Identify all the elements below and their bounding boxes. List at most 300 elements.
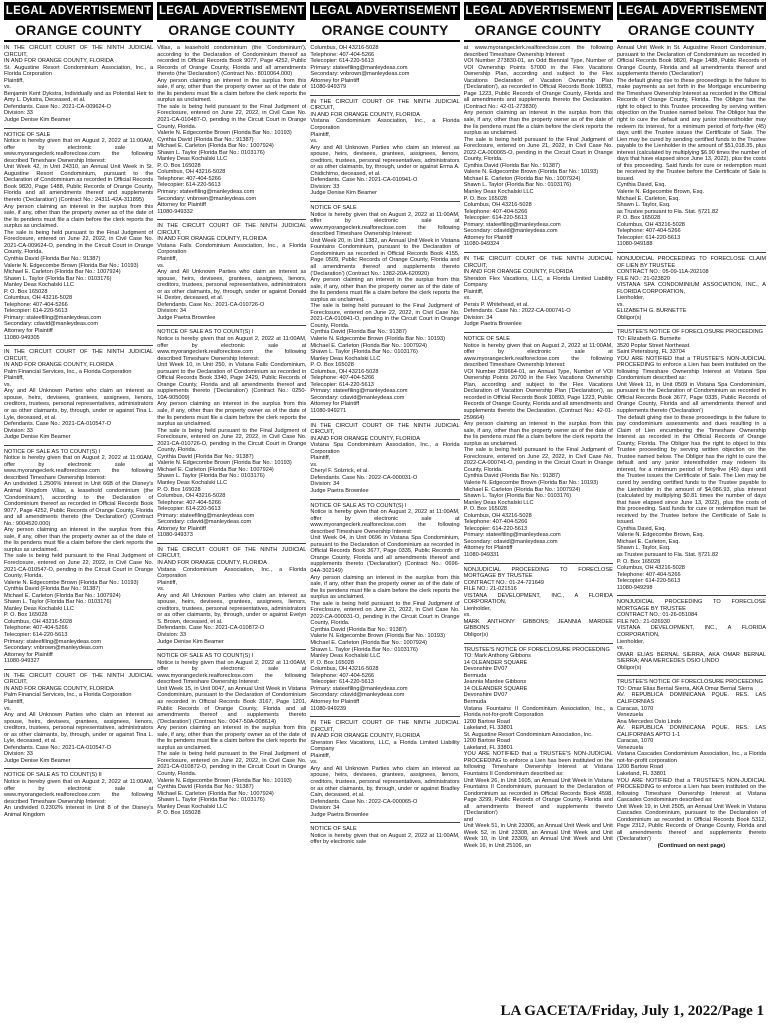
column-county-title: ORANGE COUNTY: [464, 20, 613, 42]
notice-line: Telecopier: 614-220-5613: [616, 578, 681, 585]
notice-line: Jeannia Mardee Gibbons: [463, 679, 527, 686]
notice-line: Columbus, OH 43216-5028: [616, 565, 685, 572]
notice-line: Cynthia David, Esq.: [616, 182, 666, 189]
notice-line: NOTICE OF SALE: [463, 335, 510, 342]
notice-line: Defendants. Case No.: 2022-CA-000065-O: [310, 798, 418, 805]
notice-line: vs.: [4, 705, 12, 712]
notice-line: Any and All Unknown Parties who claim an interest as spouse, heirs, devisees, grantees, assignees, lienors, creditors, trustees, personal representatives, administrators or as other claimants, by, through, under or against Erma A. Chidichimo, deceased, et al.: [310, 144, 460, 177]
notice-line: Telephone: 407-404-5266: [463, 208, 528, 215]
notice-line: Telephone: 407-404-5266: [157, 175, 221, 182]
notice-line: 11080-949332: [157, 208, 193, 215]
notice-line: Plaintiff,: [4, 77, 24, 84]
notice-line: vs.: [4, 84, 12, 91]
notice-line: Telecopier: 614-220-5613: [463, 525, 528, 532]
notice-line: P. O. Box 165028: [616, 215, 661, 222]
notice-line: Any and All Unknown Parties who claim an interest as spouse, heirs, devisees, grantees, assignees, lienors, creditors, trustees, personal representatives, administrators or as other claimants, by, through, under or against Donald H. Dexter, deceased, et al.: [157, 269, 307, 302]
notice-line: Telephone: 407-404-5266: [4, 301, 68, 308]
notice-divider: [4, 445, 153, 446]
notice-line: Shawn L. Taylor (Florida Bar No.: 0103176): [157, 797, 265, 804]
notice-line: Vistana Fountains II Condominium Association, Inc., a Florida not-for-profit Corporation: [463, 705, 613, 719]
notice-line: NOTICE OF SALE AS TO COUNT(S) II: [4, 772, 102, 779]
notice-line: Columbus, OH 43216-5028: [310, 368, 379, 375]
notice-line: Devonshire DV07: [463, 666, 508, 673]
notice-divider: [4, 345, 153, 346]
notice-line: Saint Petersburg, FL 33704: [616, 349, 686, 356]
notice-divider: [464, 563, 613, 564]
notice-line: vs.: [157, 262, 165, 269]
notice-line: and: [463, 816, 473, 823]
notice-line: Cynthia David (Florida Bar No.: 91387): [310, 329, 407, 336]
notice-line: vs.: [157, 586, 165, 593]
notice-line: Any and All Unknown Parties who claim an interest as spouse, heirs, devisees, grantees, assignees, lienors, creditors, trustees, personal representatives, administrators or as other claimants, by, through, under or against Bradley Cain, deceased, et al.: [310, 765, 460, 799]
notice-line: Shawn L. Taylor (Florida Bar No.: 0103176): [157, 473, 265, 480]
notice-line: Columbus, OH 43216-5028: [4, 295, 73, 302]
notice-divider: [310, 419, 459, 420]
notice-line: Plaintiff,: [310, 455, 331, 462]
notice-line: Ana Mercedes Osio Lindo: [616, 718, 682, 725]
notice-line: Lienholder,: [463, 605, 491, 612]
notice-line: The sale is being held pursuant to the Final Judgment of Foreclosure, entered on June 22, 2022, in Civil Case No. 2021-CA-010726-O, pending in the Circuit Court in Orange County, Florida.: [157, 427, 307, 454]
notice-line: St. Augustine Resort Condominium Association, Inc., a Florida Corporation: [4, 64, 154, 78]
notice-divider: [4, 768, 153, 769]
notice-line: Telephone: 407-404-5266: [310, 375, 375, 382]
notice-line: IN AND FOR ORANGE COUNTY, FLORIDA: [157, 236, 267, 243]
page-footer: LA GACETA/Friday, July 1, 2022/Page 1: [500, 1003, 764, 1019]
notice-line: Columbus, OH 43216-5028: [310, 45, 379, 51]
notice-divider: [310, 201, 459, 202]
notice-line: Notice is hereby given that on August 2, 2022 at 11:00AM, offer by electronic sale at www.myorangeclerk.realforeclose.com the following described Timeshare Ownership Interest:: [4, 778, 154, 805]
notice-line: The default giving rise to these proceedings is the failure to pay condominium assessments and dues resulting in a Claim of Lien encumbering the Timeshare Ownership Interest as recorded in the Official Records of Orange County, Florida. The Obligor has the right to object to this Trustee proceeding by serving written objection on the Trustee named below. The Obligor has the right to cure the default and any junior interestholder may redeem its interest, for a minimum period of forty-five (45) days until the Trustee issues the Certificate of Sale. The Lien may be cured by sending certified funds to the Trustee payable to the Lienholder in the amount of $4,086.93, plus interest (calculated by multiplying $0.81 times the number of days that have elapsed since June 13, 2022), plus the costs of this proceeding. Said funds for cure or redemption must be received by the Trustee before the Certificate of Sale is issued.: [616, 414, 767, 526]
notice-line: Any person claiming an interest in the surplus from this sale, if any, other than the property owner as of the date of the lis pendens must file a claim before the clerk reports the surplus as unclaimed.: [157, 725, 307, 751]
notice-line: Cynthia David (Florida Bar No.: 91387): [463, 162, 560, 169]
notice-line: IN AND FOR ORANGE COUNTY, FLORIDA: [4, 685, 114, 692]
notice-line: The sale is being held pursuant to the Final Judgment of Foreclosure, entered on June 22, 2022, in Civil Case No. 2021-CA-010487-O, pending in the Circuit Court in Orange County, Florida.: [157, 103, 307, 130]
notice-line: St. Augustine Resort Condominium Association, Inc.: [463, 731, 593, 738]
notice-line: Valerie N. Edgecombe Brown (Florida Bar No.: 10193): [157, 460, 292, 467]
notice-line: Cynthia David (Florida Bar No.: 91387): [4, 586, 101, 593]
notice-divider: [4, 128, 153, 129]
notice-line: NONJUDICIAL PROCEEDING TO FORECLOSE MORTGAGE BY TRUSTEE: [463, 566, 613, 580]
notice-line: Columbus, OH 43216-5028: [463, 512, 532, 519]
notice-line: Primary: stateefiling@manleydeas.com: [310, 388, 408, 395]
notice-line: Division: 33: [310, 183, 340, 190]
notice-line: NOTICE OF SALE: [310, 205, 357, 212]
notice-line: vs.: [4, 381, 12, 388]
notice-divider: [617, 252, 766, 253]
notice-line: Vistana Condominium Association, Inc., a Florida Corporation: [157, 566, 307, 580]
column-header: LEGAL ADVERTISEMENT: [157, 2, 306, 20]
notice-line: Lienholder,: [616, 638, 645, 645]
notice-line: YOU ARE NOTIFIED that a TRUSTEE'S NON-JUDICIAL PROCEEDING to enforce a Lien has been instituted on the following Timeshare Ownership Interest at Vistana Spa Condominium described as:: [616, 355, 767, 382]
notice-line: Notice is hereby given that on August 2, 2022 at 11:00AM, offer by electronic sale at www.myorangeclerk.realforeclose.com the following described Timeshare Ownership Interest:: [157, 659, 307, 686]
notice-line: Attorney for Plaintiff: [4, 327, 53, 334]
notice-line: Michael E. Carleton (Florida Bar No.: 1007924): [310, 640, 427, 647]
notice-line: Venezuela: [616, 712, 643, 719]
notice-line: Vistana Spa Condominium Association, Inc., a Florida Corporation: [310, 442, 460, 455]
notice-line: Defendants. Case No.: 2021-CA-009624-O: [4, 103, 111, 110]
notice-line: Unit Week 51, in Unit 23306, an Annual Unit Week and Unit Week 52, in Unit 23308, an Annual Unit Week and Unit Week 10, in Unit 23309, an Annual Unit Week and Unit Week 16, in Unit 25106, an: [463, 823, 613, 849]
notice-line: Judge Denise Kim Beamer: [4, 434, 71, 441]
notice-line: 11080-949305: [4, 334, 40, 341]
notice-line: Telecopier: 614-220-5613: [310, 58, 374, 65]
notice-line: NOTICE OF SALE: [4, 131, 51, 138]
page-columns: [4, 2, 766, 994]
notice-line: Columbus, OH 43216-5028: [310, 666, 379, 673]
notice-line: Telephone: 407-404-5266: [616, 228, 681, 235]
notice-line: Palm Financial Services, Inc., a Florida Corporation: [4, 368, 132, 375]
notice-line: Attorney for Plaintiff: [157, 525, 206, 532]
notice-line: Valerie N. Edgecombe Brown (Florida Bar No.: 10193): [4, 579, 139, 586]
notice-line: P. O. Box 165028: [463, 506, 508, 513]
notice-line: Devonshire DV07: [463, 692, 508, 699]
notice-line: Michael E. Carleton, Esq.: [616, 195, 680, 202]
column-1: [4, 2, 153, 994]
notice-line: Primary: stateefiling@manleydeas.com: [310, 64, 408, 71]
notice-line: Obligor(s): [616, 664, 642, 671]
column-5: [617, 2, 766, 994]
notice-line: Plaintiff,: [4, 698, 24, 705]
notice-line: Shawn L. Taylor (Florida Bar No.: 0103176): [463, 182, 572, 189]
notice-line: The default giving rise to these proceedings is the failure to make payments as set forth in the Mortgage encumbering the Timeshare Ownership Interest as recorded in the Official Records of Orange County, Florida. The Obligor has the right to object to this Trustee proceeding by serving written objection on the Trustee named below. The Obligor has the right to cure the default and any junior interestholder may redeem its interest, for a minimum period of forty-five (45) days until the Trustee issues the Certificate of Sale. The Lien may be cured by sending certified funds to the Trustee payable to the Lienholder in the amount of $51,018.35, plus interest (calculated by multiplying $6.90 times the number of days that have elapsed since June 13, 2022), plus the costs of this proceeding. Said funds for cure or redemption must be received by the Trustee before the Certificate of Sale is issued.: [616, 77, 767, 182]
notice-line: 11080-949239: [310, 705, 347, 712]
notice-line: Secondary: vnbrown@manleydeas.com: [4, 645, 103, 652]
notice-line: Notice is hereby given that on August 2, 2022 at 11:00AM, offer by electronic sale at www.myorangeclerk.realforeclose.com the following described Timeshare Ownership Interest:: [310, 211, 460, 238]
notice-line: Attorney for Plaintiff: [157, 202, 206, 209]
notice-line: P. O. Box 165028: [157, 162, 201, 169]
notice-line: Michael E. Carleton, Esq.: [616, 538, 680, 545]
notice-line: The sale is being held pursuant to the Final Judgment of Foreclosure, entered on June 21, 2022, in Civil Case No. 2022-CA-000031-O, pending in the Circuit Court in Orange County, Florida.: [310, 600, 460, 627]
notice-line: 11080-949271: [310, 407, 347, 414]
notice-line: ELIZABETH G. BURNETTE: [616, 308, 687, 315]
notice-divider: [464, 643, 613, 644]
notice-line: Michael E. Carleton (Florida Bar No.: 1007924): [157, 790, 274, 797]
notice-line: Division: 34: [310, 481, 340, 488]
notice-line: Defendants. Case No.: 2021-CA-010941-O: [310, 177, 418, 184]
notice-line: Unit Week 42, in Unit 24310, an Annual Unit Week in St. Augustine Resort Condominium, pursuant to the Declaration of Condominium as recorded in Official Records Book 9820, Page 1488, Public Records of Orange County, Florida and all amendments thereof and supplements thereto ('Declaration') (Contract No.: 24311-42A-311895): [4, 164, 154, 204]
notice-line: Benjamin Kent Dykstra, Individually and as Potential Heir to Amy L. Dykstra, Deceased, et al.: [4, 90, 154, 104]
notice-line: Attorney for Plaintiff: [310, 698, 360, 705]
notice-line: Primary: stateefiling@manleydeas.com: [310, 685, 408, 692]
notice-line: Telephone: 407-404-5266: [310, 51, 375, 58]
notice-line: Attorney for Plaintiff: [310, 77, 360, 84]
notice-line: Division: 33: [4, 427, 33, 434]
notice-line: Any and All Unknown Parties who claim an interest as spouse, heirs, devisees, grantees, assignees, lienors, creditors, trustees, personal representatives, administrators or as other claimants, by, through, under or against Tina L. Lyle, deceased, et al.: [4, 388, 154, 421]
notice-line: Sheraton Flex Vacations, LLC, a Florida Limited Liability Company: [310, 739, 460, 753]
notice-line: Judge Denise Kim Beamer: [310, 190, 377, 197]
notice-line: Michael E. Carleton (Florida Bar No.: 1007924): [157, 466, 274, 473]
notice-line: YOU ARE NOTIFIED that a TRUSTEE'S NON-JUDICIAL PROCEEDING to enforce a Lien has been instituted on the following Timeshare Ownership Interest at Vistana Fountains II Condominium described as:: [463, 751, 613, 777]
notice-line: Unit Week 15, in Unit 0047, an Annual Unit Week in Vistana Condominium, pursuant to the Declaration of Condominium as recorded in Official Records Book 3167, Page 1201, Public Records of Orange County, Florida and all amendments thereof and supplements thereto ('Declaration') (Contract No.: 0047-50A-008614): [157, 685, 307, 725]
notice-line: Telecopier: 614-220-5613: [616, 234, 681, 241]
notice-line: Shawn L. Taylor (Florida Bar No.: 0103176): [4, 275, 112, 282]
column-county-title: ORANGE COUNTY: [4, 20, 153, 42]
notice-line: Caracas, 1070: [616, 738, 654, 745]
notice-line: Cheryl F. Solzrick, et al.: [310, 468, 369, 475]
notice-line: 11080-949298: [616, 584, 653, 591]
notice-line: IN THE CIRCUIT COURT OF THE NINTH JUDICIAL CIRCUIT,: [157, 223, 307, 236]
notice-line: IN THE CIRCUIT COURT OF THE NINTH JUDICIAL CIRCUIT,: [310, 422, 460, 436]
notice-line: Notice is hereby given that on August 2, 2022 at 11:00AM, offer by electronic sale at www.myorangeclerk.realforeclose.com the following described Timeshare Ownership Interest:: [4, 138, 154, 164]
notice-line: P. O. Box 165028: [157, 810, 201, 817]
notice-line: NONJUDICIAL PROCEEDING TO FORECLOSE MORTGAGE BY TRUSTEE: [616, 599, 767, 612]
notice-line: VISTANA SPA CONDOMINIUM ASSOCIATION, INC., A FLORIDA CORPORATION,: [616, 282, 767, 295]
notice-line: The sale is being held pursuant to the Final Judgment of Foreclosure, entered on June 22, 2022, in Civil Case No. 2021-CA-010547-O, pending in the Circuit Court in Orange County, Florida.: [4, 553, 154, 580]
notice-line: Primary: stateefiling@manleydeas.com: [4, 314, 102, 321]
notice-line: Telecopier: 614-220-5613: [310, 381, 374, 388]
notice-line: IN AND FOR ORANGE COUNTY, FLORIDA: [157, 560, 267, 567]
notice-divider: [617, 325, 766, 326]
notice-line: Cynthia David (Florida Bar No.: 91387): [310, 626, 407, 633]
notice-line: Notice is hereby given that on August 2, 2022 at 11:00AM, offer by electronic sale at www.myorangeclerk.realforeclose.com the following described Timeshare Ownership Interest:: [4, 455, 154, 481]
notice-line: Any and All Unknown Parties who claim an interest as spouse, heirs, devisees, grantees, assignees, lienors, creditors, trustees, personal representatives, administrators or as other claimants, by, through, under or against Tina L. Lyle, deceased, et al.: [4, 712, 154, 745]
notice-line: Attorney for Plaintiff: [463, 234, 513, 241]
notice-line: Secondary: vnbrown@manleydeas.com: [310, 71, 410, 78]
notice-line: AV. REPUBLICA DOMINICANA PQUE. RES. LAS CALIFORNIAS APTO 1-1: [616, 725, 767, 738]
notice-line: as Trustee pursuant to Fla. Stat. §721.82: [616, 208, 719, 215]
notice-line: Cynthia David (Florida Bar No.: 91387): [463, 473, 560, 480]
notice-line: P. O. Box 165028: [310, 362, 354, 369]
notice-line: Notice is hereby given that on August 2, 2022 at 11:00AM, offer by electronic sale: [310, 832, 460, 846]
notice-line: P. O. Box 165028: [4, 612, 48, 619]
column-body: [464, 45, 613, 994]
notice-line: The sale is being held pursuant to the Final Judgment of Foreclosure, entered on June 22, 2022, in Civil Case No. 2021-CA-009624-O, pending in the Circuit Court in Orange County, Florida.: [4, 229, 154, 256]
notice-line: VISTANA DEVELOPMENT, INC., A FLORIDA CORPORATION,: [616, 625, 767, 639]
notice-line: 11080-949327: [4, 658, 40, 665]
notice-line: Telecopier: 614-220-5613: [4, 308, 68, 315]
notice-line: NOTICE OF SALE AS TO COUNT(S) I: [157, 329, 254, 336]
notice-line: Michael E. Carleton (Florida Bar No.: 1007924): [157, 143, 274, 150]
notice-line: Cynthia David (Florida Bar No.: 91387): [4, 255, 101, 262]
notice-line: IN THE CIRCUIT COURT OF THE NINTH JUDICIAL CIRCUIT,: [310, 720, 460, 733]
notice-line: Telephone: 407-404-5266: [157, 499, 221, 506]
notice-line: The sale is being held pursuant to the Final Judgment of Foreclosure, entered on June 22, 2022, in Civil Case No. 2022-CA-000741-O, pending in the Circuit Court in Orange County, Florida.: [463, 447, 613, 473]
notice-line: P. O. Box 165028: [310, 659, 354, 666]
notice-line: Defendants. Case No.: 2022-CA-000031-O: [310, 474, 418, 481]
notice-line: 1200 Bartow Road: [463, 738, 510, 745]
notice-line: NOTICE OF SALE: [310, 826, 357, 833]
notice-line: Judge Paetra Brownlee: [463, 321, 522, 328]
notice-line: P. O. Box 165028: [4, 288, 48, 295]
notice-line: Telecopier: 614-220-5613: [157, 182, 221, 189]
notice-line: Valerie N. Edgecombe Brown (Florida Bar No.: 10193): [4, 262, 139, 269]
notice-line: Valerie N. Edgecombe Brown (Florida Bar No.: 10193): [310, 335, 445, 342]
column-4: [464, 2, 613, 994]
notice-line: FILE NO.: 21-021516: [463, 586, 517, 593]
notice-line: Secondary: cdavid@manleydeas.com: [463, 228, 558, 235]
notice-line: Division: 34: [463, 314, 493, 321]
notice-line: Palm Financial Services, Inc., a Florida Corporation: [4, 692, 132, 699]
notice-line: Michael E. Carleton (Florida Bar No.: 1007924): [4, 269, 121, 276]
notice-line: Columbus, OH 43216-5028: [616, 221, 685, 228]
notice-line: Shawn L. Taylor, Esq.: [616, 545, 671, 552]
notice-line: Telephone: 407-404-5266: [4, 625, 68, 632]
notice-line: Shawn L. Taylor (Florida Bar No.: 0103176): [157, 149, 265, 156]
notice-line: Manley Deas Kochalski LLC: [157, 480, 228, 486]
notice-line: Obligor(s): [616, 314, 642, 321]
notice-line: Manley Deas Kochalski LLC: [4, 282, 74, 289]
notice-line: vs.: [463, 612, 471, 619]
notice-divider: [310, 499, 459, 500]
notice-line: 11080-949324: [463, 241, 500, 248]
notice-line: Primary: stateefiling@manleydeas.com: [157, 189, 255, 196]
notice-line: Valerie N. Edgecombe Brown (Florida Bar No.: 10193): [463, 169, 599, 176]
notice-line: Judge Paetra Brownlee: [157, 314, 216, 321]
notice-line: Notice is hereby given that on August 2, 2022 at 11:00AM, offer by electronic sale at www.myorangeclerk.realforeclose.com the following described Timeshare Ownership Interest:: [463, 342, 613, 369]
notice-line: Valerie N. Edgecombe Brown (Florida Bar No.: 10193): [157, 130, 292, 137]
notice-line: P. O. Box 165028: [463, 195, 508, 202]
notice-line: Plaintiff,: [463, 288, 484, 295]
column-body: [157, 45, 306, 994]
notice-line: Unit Week 20, in Unit 1382, an Annual Unit Week in Vistana Fountains Condominium, pursuant to the Declaration of Condominium as recorded in Official Records Book 4155, Page 0509, Public Records of Orange County, Florida and all amendments thereof and supplements thereto ('Declaration') (Contract No.: 1382-20A-620920): [310, 237, 460, 277]
notice-line: TO: Omar Elias Bernal Sierra, AKA Omar Bernal Sierra: [616, 685, 753, 692]
column-header: LEGAL ADVERTISEMENT: [617, 2, 766, 20]
notice-line: NOTICE OF SALE AS TO COUNT(S) I: [4, 448, 101, 455]
notice-line: CONTRACT NO.: 05-09-11A-202108: [616, 269, 709, 276]
column-2: [157, 2, 306, 994]
notice-line: Any person claiming an interest in the surplus from this sale, if any, other than the property owner as of the date of the lis pendens must file a claim before the clerk reports the surplus as unclaimed.: [310, 574, 460, 601]
notice-divider: [464, 332, 613, 333]
notice-line: Judge Denise Kim Beamer: [4, 757, 71, 764]
notice-line: Attorney for Plaintiff: [310, 401, 360, 408]
notice-line: Attorney for Plaintiff: [463, 545, 513, 552]
notice-line: Cynthia David (Florida Bar No.: 91387): [157, 453, 254, 460]
notice-line: Vistana Condominium Association, Inc., a Florida Corporation: [310, 118, 460, 132]
notice-divider: [157, 219, 306, 220]
notice-line: Division: 33: [157, 632, 187, 639]
column-3: [310, 2, 459, 994]
notice-line: Vistana Cascades Condominium Association, Inc., a Florida not-for-profit corporation: [616, 751, 767, 764]
notice-line: An undivided 0.2302% interest in Unit 8 of the Disney's Animal Kingdom: [4, 805, 154, 818]
notice-line: Plaintiff,: [157, 579, 177, 586]
notice-line: MARK ANTHONY GIBBONS; JEANNIA MARDEE GIBBONS: [463, 618, 613, 632]
notice-line: Secondary: vnbrown@manleydeas.com: [157, 195, 257, 202]
notice-line: TRUSTEE'S NOTICE OF FORECLOSURE PROCEEDING: [616, 329, 764, 336]
notice-line: IN THE CIRCUIT COURT OF THE NINTH JUDICIAL CIRCUIT,: [4, 672, 154, 686]
notice-line: Judge Paetra Brownlee: [310, 811, 369, 818]
notice-line: Judge Denise Kim Beamer: [157, 638, 224, 645]
notice-line: Any and All Unknown Parties who claim an interest as spouse, heirs, devisees, grantees, assignees, lienors, creditors, trustees, personal representatives, administrators or as other claimants, by, through, under or against Evelyn S. Brown, deceased, et al.: [157, 592, 307, 625]
notice-line: Any person claiming an interest in the surplus from this sale, if any, other than the property owner as of the date of the lis pendens must file a claim before the clerk reports the surplus as unclaimed.: [310, 277, 460, 303]
notice-line: Venezuela: [616, 744, 643, 751]
notice-line: Secondary: cdavid@manleydeas.com: [310, 394, 405, 401]
notice-line: Any person claiming an interest in the surplus from this sale, if any, other than the property owner as of the date of the lis pendens must file a claim before the clerk reports the surplus as unclaimed.: [157, 77, 307, 104]
notice-line: CONTRACT NO.: 01-24-721649: [463, 579, 545, 586]
notice-line: TO: Mark Anthony Gibbons: [463, 653, 531, 660]
notice-line: Caracas, 1070: [616, 705, 654, 712]
notice-line: Secondary: cdavid@manleydeas.com: [157, 519, 252, 526]
notice-line: Bermuda: [463, 672, 487, 679]
column-header: LEGAL ADVERTISEMENT: [4, 2, 153, 20]
notice-line: Notice is hereby given that on August 2, 2022 at 11:00AM, offer by electronic sale at www.myorangeclerk.realforeclose.com the following described Timeshare Ownership Interest:: [310, 509, 460, 535]
notice-divider: [617, 595, 766, 596]
notice-divider: [310, 716, 459, 717]
column-body: [4, 45, 153, 994]
notice-line: Columbus, OH 43216-5028: [4, 618, 73, 625]
notice-line: The sale is being held pursuant to the Final Judgment of Foreclosure, entered on June 22, 2022, in Civil Case No. 2021-CA-010872-O, pending in the Circuit Court in Orange County, Florida.: [157, 751, 307, 777]
notice-line: Manley Deas Kochalski LLC: [463, 189, 534, 196]
notice-line: Defendants. Case No.: 2022-CA-000741-O: [463, 308, 571, 315]
notice-line: Michael E. Carleton (Florida Bar No.: 1007924): [463, 175, 581, 182]
notice-line: 14 OLEANDER SQUARE: [463, 659, 528, 666]
notice-line: Primary: stateefiling@manleydeas.com: [4, 638, 102, 645]
column-header: LEGAL ADVERTISEMENT: [464, 2, 613, 20]
notice-line: vs.: [310, 759, 318, 766]
notice-line: at www.myorangeclerk.realforeclose.com the following described Timeshare Ownership Interest:: [463, 45, 613, 58]
notice-line: Defendants. Case No.: 2021-CA-010547-O: [4, 421, 111, 428]
column-county-title: ORANGE COUNTY: [310, 20, 459, 42]
notice-line: VOI Number 259664-01, an Annual Type, Number of VOI Ownership Points 20700 in the Flex Vacations Ownership Plan, according and subject to the Flex Vacations Declaration of Vacation Ownership Plan ('Declaration'), as recorded in Official Records Book 10893, Page 1223, Public Records of Orange County, Florida and all amendments and supplements thereto the Declaration. (Contract No.: 42-01-259664): [463, 368, 613, 421]
notice-line: Telecopier: 614-220-5613: [4, 632, 68, 639]
notice-line: vs.: [310, 461, 318, 468]
notice-line: Manley Deas Kochalski LLC: [310, 653, 381, 660]
notice-line: Secondary: cdavid@manleydeas.com: [463, 538, 558, 545]
notice-line: Bermuda: [463, 698, 487, 705]
notice-divider: [464, 252, 613, 253]
notice-divider: [157, 543, 306, 544]
notice-line: Secondary: cdavid@manleydeas.com: [4, 321, 98, 328]
notice-line: Cynthia David (Florida Bar No.: 91387): [157, 784, 254, 791]
notice-line: Shawn L. Taylor (Florida Bar No.: 0103176): [4, 599, 112, 606]
notice-line: Primary: stateefiling@manleydeas.com: [157, 512, 255, 519]
notice-line: P. O. Box 165028: [616, 558, 661, 565]
notice-line: Villas, a leasehold condominium (the 'Condominium'), according to the Declaration of Condominium thereof as recorded in Official Records Book 9077, Page 4252, Public Records of Orange County, Florida and all amendments thereto (the 'Declaration') (Contract No.: 8010064.000): [157, 45, 307, 78]
notice-line: IN AND FOR ORANGE COUNTY, FLORIDA: [310, 435, 421, 442]
notice-line: Manley Deas Kochalski LLC: [157, 803, 228, 810]
notice-line: Defendants. Case No.: 2021-CA-010547-O: [4, 744, 111, 751]
notice-line: Primary: stateefiling@manleydeas.com: [463, 532, 561, 539]
notice-line: The sale is being held pursuant to the Final Judgment of Foreclosure, entered on June 21, 2022, in Civil Case No. 2022-CA-000065-O, pending in the Circuit Court in Orange County, Florida.: [463, 136, 613, 163]
notice-line: Lakeland, FL 33801: [463, 725, 513, 732]
notice-line: NONJUDICIAL PROCEEDING TO FORECLOSE CLAIM OF LIEN BY TRUSTEE: [616, 255, 767, 269]
notice-line: Plaintiff,: [4, 375, 24, 382]
notice-line: Lienholder,: [616, 295, 645, 302]
notice-line: Shawn L. Taylor, Esq.: [616, 202, 671, 209]
notice-divider: [4, 669, 153, 670]
notice-line: Unit Week 19, in Unit 2505, an Annual Unit Week in Vistana Cascades Condominium, pursuant to the Declaration of Condominium as recorded in Official Records Book 5312, Page 2312, Public Records of Orange County, Florida and all amendments thereof and supplements thereto ('Declaration'): [616, 803, 767, 843]
notice-line: (Continued on next page): [657, 842, 726, 849]
notice-line: TO: Elizabeth G. Burnette: [616, 335, 681, 342]
notice-line: IN AND FOR ORANGE COUNTY, FLORIDA: [4, 58, 114, 65]
notice-line: vs.: [616, 301, 624, 308]
notice-line: An undivided 1.2506% interest in Unit 66B of the Disney's Animal Kingdom Villas, a leasehold condominium (the 'Condominium'), according to the Declaration of Condominium thereof as recorded in Official Records Book 9077, Page 4252, Public Records of Orange County, Florida and all amendments thereto (the 'Declaration') (Contract No.: 9004520.000): [4, 481, 154, 527]
notice-line: IN THE CIRCUIT COURT OF THE NINTH JUDICIAL CIRCUIT,: [157, 546, 307, 560]
notice-line: Telephone: 407-404-5266: [310, 672, 375, 679]
notice-line: Shawn L. Taylor (Florida Bar No.: 0103176): [310, 646, 418, 653]
notice-line: as Trustee pursuant to Fla. Stat. §721.82: [616, 552, 719, 559]
notice-line: 11080-949379: [310, 84, 347, 91]
notice-line: YOU ARE NOTIFIED that a TRUSTEE'S NON-JUDICIAL PROCEEDING to enforce a Lien has been instituted on the following Timeshare Ownership Interest at Vistana Cascades Condominium described as:: [616, 777, 767, 804]
notice-divider: [310, 95, 459, 96]
notice-line: Any person claiming an interest in the surplus from this sale, if any, other than the property owner as of the date of the lis pendens must file a claim before the clerk reports the surplus as unclaimed.: [4, 527, 154, 553]
column-header: LEGAL ADVERTISEMENT: [310, 2, 459, 20]
notice-line: Telecopier: 614-220-5613: [463, 215, 528, 222]
notice-line: Telephone: 407-404-5266: [463, 519, 528, 526]
column-body: [617, 45, 766, 994]
notice-line: Any person claiming an interest in the surplus from this sale, if any, other than the property owner as of the date of the lis pendens must file a claim before the clerk reports the surplus as unclaimed.: [463, 421, 613, 447]
notice-line: Valerie N. Edgecombe Brown (Florida Bar No.: 10193): [463, 480, 599, 486]
notice-line: Division: 33: [4, 110, 33, 117]
notice-line: Cynthia David (Florida Bar No.: 91387): [157, 136, 254, 143]
notice-line: Secondary: cdavid@manleydeas.com: [310, 692, 405, 699]
notice-line: Valerie N. Edgecombe Brown, Esq.: [616, 189, 705, 196]
notice-line: FILE NO.: 21-026930: [616, 618, 670, 625]
notice-line: Primary: stateefiling@manleydeas.com: [463, 221, 561, 228]
notice-line: Defendants. Case No.: 2021-CA-010726-O: [157, 301, 265, 308]
notice-line: NOTICE OF SALE AS TO COUNT(S) I: [157, 653, 254, 660]
notice-line: TRUSTEE'S NOTICE OF FORECLOSURE PROCEEDING: [616, 679, 764, 686]
notice-line: Lakeland, FL 33801: [616, 770, 667, 777]
notice-divider: [157, 325, 306, 326]
